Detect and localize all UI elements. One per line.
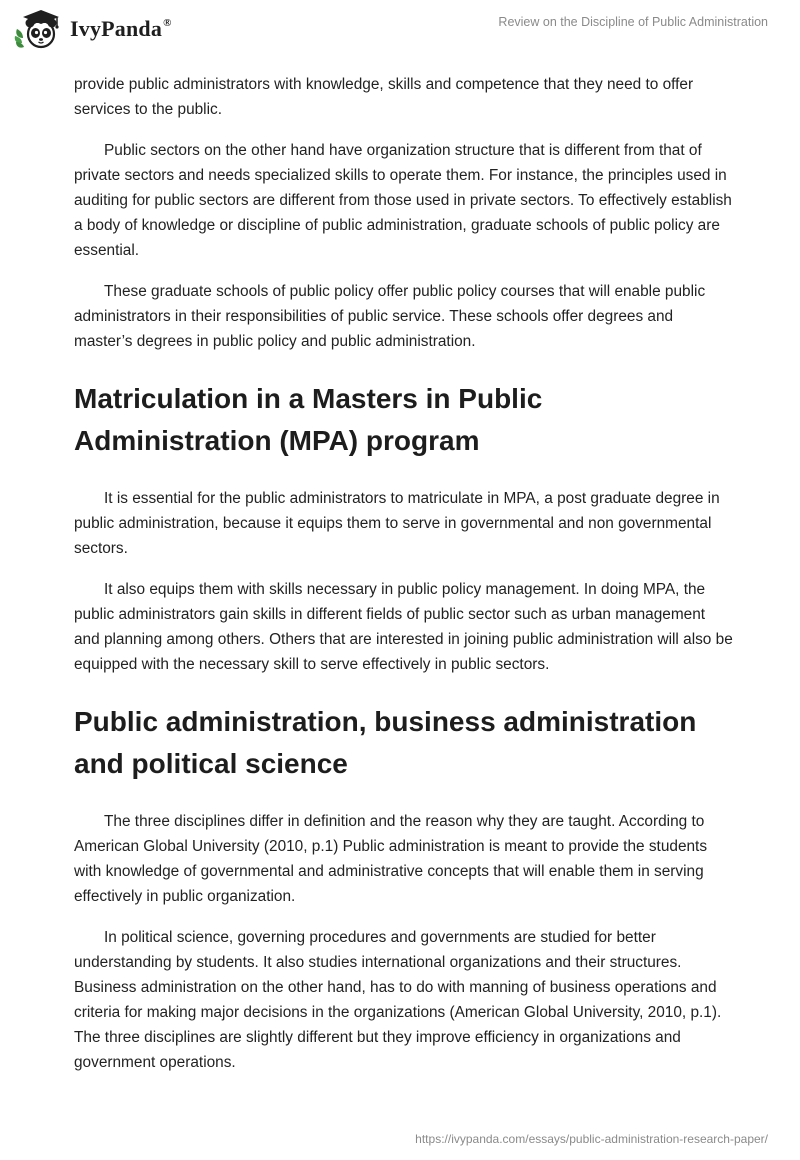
section-heading-disciplines: Public administration, business administration and political science	[74, 706, 697, 779]
paragraph: It also equips them with skills necessary in public policy management. In doing MPA, the public administrators gain skills in different fields of public sector such as urban management and planning among others. Others that are interested in joining public administration will also be equipped with the necessary skill to serve effectively in public sectors.	[74, 581, 733, 673]
document-title: Review on the Discipline of Public Administration	[498, 15, 768, 29]
essay-content	[74, 72, 734, 1091]
paragraph: These graduate schools of public policy offer public policy courses that will enable public administrators in their responsibilities of public service. These schools offer degrees and master’s degrees in public policy and public administration.	[74, 283, 706, 350]
paragraph: The three disciplines differ in definition and the reason why they are taught. According to American Global University (2010, p.1) Public administration is meant to provide the students with knowledge of governmental and administrative concepts that will enable them in serving effectively in public organization.	[74, 813, 708, 905]
paragraph: Public sectors on the other hand have organization structure that is different from that of private sectors and needs specialized skills to operate them. For instance, the principles used in auditing for public sectors are different from those used in private sectors. To effectively establish a body of knowledge or discipline of public administration, graduate schools of public policy are essential.	[74, 142, 732, 259]
paragraph: provide public administrators with knowledge, skills and competence that they need to offer services to the public.	[74, 76, 694, 118]
section-heading-mpa: Matriculation in a Masters in Public Administration (MPA) program	[74, 383, 543, 456]
paragraph: It is essential for the public administrators to matriculate in MPA, a post graduate degree in public administration, because it equips them to serve in governmental and non governmental sectors.	[74, 490, 720, 557]
ivypanda-logo[interactable]	[14, 8, 172, 50]
panda-graduate-icon	[14, 8, 64, 50]
paragraph: In political science, governing procedures and governments are studied for better understanding by students. It also studies international organizations and their structures. Business administration on the other hand, has to do with manning of business operations and criteria for making major decisions in the organizations (American Global University, 2010, p.1). The three disciplines are slightly different but they improve efficiency in organizations and government operations.	[74, 929, 722, 1071]
brand-name: IvyPanda®	[70, 16, 172, 41]
source-url-link[interactable]: https://ivypanda.com/essays/public-administration-research-paper/	[415, 1132, 768, 1146]
page-header	[0, 0, 800, 62]
